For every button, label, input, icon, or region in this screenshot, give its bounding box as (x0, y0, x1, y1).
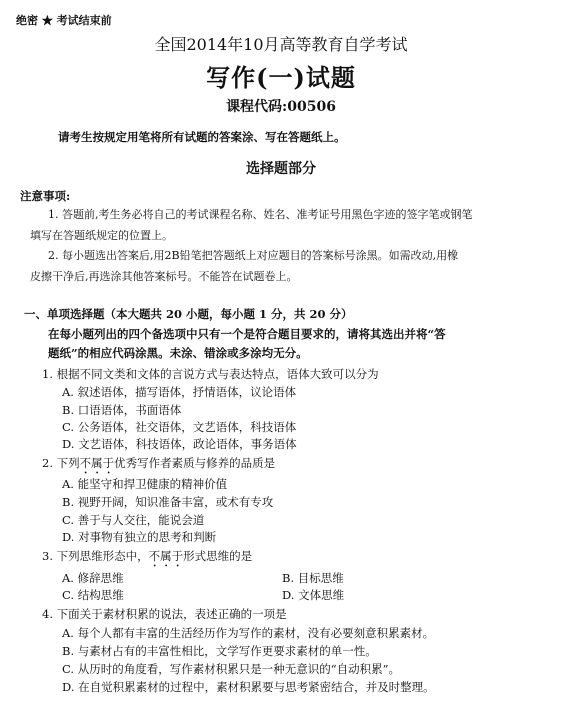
question-3-stem-pre: 3. 下列思维形态中， (42, 549, 149, 563)
question-4-option-c: C. 从历时的角度看，写作素材积累只是一种无意识的“自动积累”。 (62, 662, 400, 676)
question-1-option-c: C. 公务语体，社交语体，文艺语体，科技语体 (62, 420, 297, 434)
section-title: 选择题部分 (246, 161, 316, 177)
question-3-option-d: D. 文体思维 (282, 588, 345, 602)
attention-item-2-line-1: 2. 每小题选出答案后,用2B铅笔把答题纸上对应题目的答案标号涂黑。如需改动,用橡 (48, 249, 459, 262)
question-3-option-a: A. 修辞思维 (62, 571, 124, 585)
part-heading: 一、单项选择题（本大题共 20 小题，每小题 1 分，共 20 分） (24, 307, 353, 321)
question-2-emphasis: 不属于 (79, 456, 115, 470)
question-2-option-b: B. 视野开阔，知识准备丰富，或术有专攻 (62, 495, 274, 509)
course-code: 课程代码:00506 (226, 99, 336, 115)
attention-item-1-line-2: 填写在答题纸规定的位置上。 (30, 229, 173, 242)
question-1-option-b: B. 口语语体，书面语体 (62, 403, 182, 417)
question-2-option-d: D. 对事物有独立的思考和判断 (62, 530, 217, 544)
part-instruction-line-2: 题纸”的相应代码涂黑。未涂、错涂或多涂均无分。 (48, 346, 308, 360)
confidential-label: 绝密 ★ 考试结束前 (16, 14, 112, 27)
question-1-option-a: A. 叙述语体，描写语体，抒情语体，议论语体 (62, 385, 297, 399)
subject-title: 写作(一)试题 (206, 63, 356, 92)
question-2-option-c: C. 善于与人交往，能说会道 (62, 513, 205, 527)
question-4-option-d: D. 在自觉积累素材的过程中，素材积累要与思考紧密结合，并及时整理。 (62, 680, 435, 694)
question-4-option-b: B. 与素材占有的丰富性相比，文学写作更要求素材的单一性。 (62, 644, 377, 658)
question-3-stem (42, 548, 252, 570)
part-instruction-line-1: 在每小题列出的四个备选项中只有一个是符合题目要求的，请将其选出并将“答 (48, 327, 446, 341)
answer-notice: 请考生按规定用笔将所有试题的答案涂、写在答题纸上。 (58, 130, 346, 144)
attention-item-2-line-2: 皮擦干净后,再选涂其他答案标号。不能答在试题卷上。 (30, 270, 298, 283)
question-2-option-a: A. 能坚守和捍卫健康的精神价值 (62, 477, 228, 491)
attention-title: 注意事项: (20, 189, 71, 203)
question-3-stem-post: 形式思维的是 (183, 549, 253, 563)
question-3-emphasis: 不属于 (148, 549, 184, 563)
question-1-stem: 1. 根据不同文类和文体的言说方式与表达特点，语体大致可以分为 (42, 367, 379, 381)
question-4-stem: 4. 下面关于素材积累的说法，表述正确的一项是 (42, 607, 287, 621)
question-2-stem (42, 455, 275, 477)
question-4-option-a: A. 每个人都有丰富的生活经历作为写作的素材，没有必要刻意积累素材。 (62, 626, 435, 640)
question-3-option-c: C. 结构思维 (62, 588, 124, 602)
question-2-stem-pre: 2. 下列 (42, 456, 80, 470)
attention-item-1-line-1: 1. 答题前,考生务必将自己的考试课程名称、姓名、准考证号用黑色字迹的签字笔或钢笔 (48, 208, 473, 221)
question-2-stem-post: 优秀写作者素质与修养的品质是 (114, 456, 276, 470)
exam-title: 全国2014年10月高等教育自学考试 (154, 35, 408, 54)
question-1-option-d: D. 文艺语体，科技语体，政论语体，事务语体 (62, 437, 297, 451)
question-3-option-b: B. 目标思维 (282, 571, 344, 585)
